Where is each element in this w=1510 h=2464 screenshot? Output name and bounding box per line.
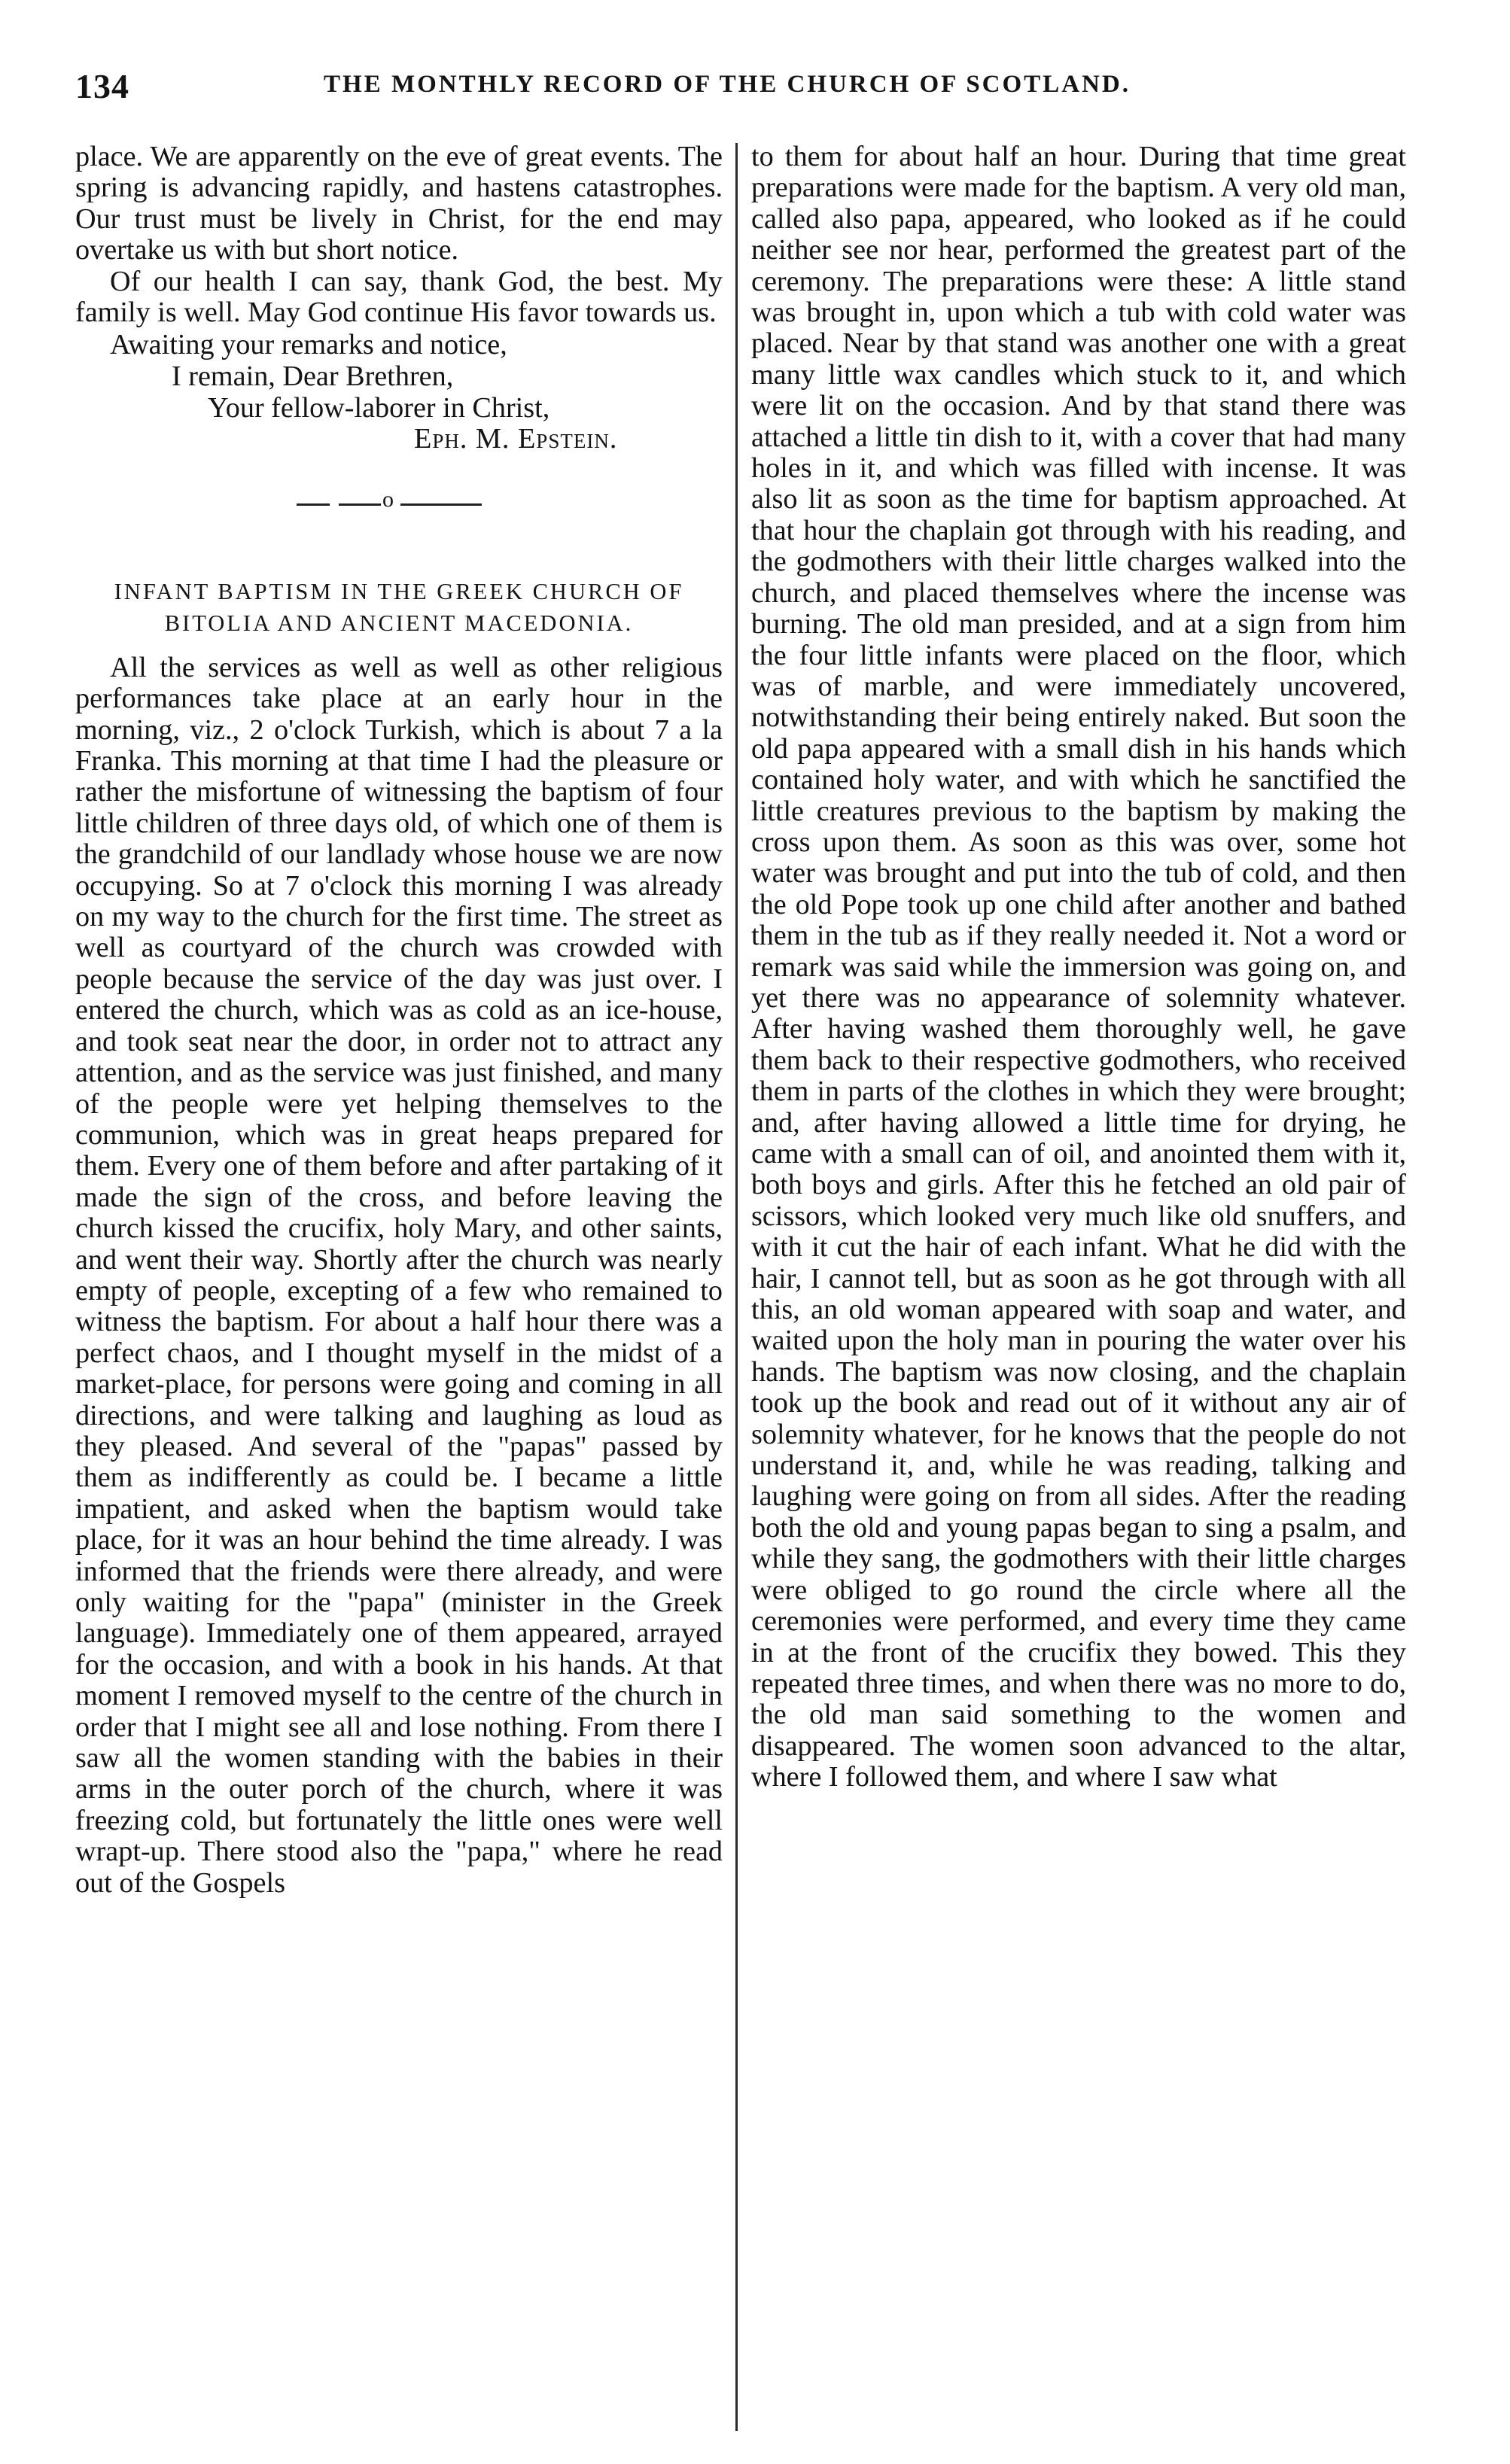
article-paragraph: to them for about half an hour. During that time great preparations were made for the baptism. A very old man, called also papa, appeared, who looked as if he could neither see nor hear, performed the greatest part of the ceremony. The preparations were these: A little stand was brought in, upon which a tub with cold water was placed. Near by that stand was another one with a great many little wax candles which stuck to it, and which were lit on the occasion. And by that stand there was attached a little tin dish to it, with a cover that had many holes in it, and which was filled with incense. It was also lit as soon as the time for baptism approached. At that hour the chaplain got through with his reading, and the godmothers with their little charges walked into the church, and placed themselves where the incense was burning. The old man presided, and at a sign from him the four little infants were placed on the floor, which was of marble, and were immediately uncovered, notwithstanding their being entirely naked. But soon the old papa appeared with a small dish in his hands which contained holy water, and with which he sanctified the little creatures previous to the baptism by making the cross upon them. As soon as this was over, some hot water was brought and put into the tub of cold, and then the old Pope took up one child after another and bathed them in the tub as if they really needed it. Not a word or remark was said while the immersion was going on, and yet there was no appearance of solemnity whatever. After having washed them thoroughly well, he gave them back to their respective godmothers, who received them in parts of the clothes in which they were brought; and, after having allowed a little time for drying, he came with a small can of oil, and anointed them with it, both boys and girls. After this he fetched an old pair of scissors, which looked very much like old snuffers, and with it cut the hair of each infant. What he did with the hair, I cannot tell, but as soon as he got through with all this, an old woman appeared with soap and water, and waited upon the holy man in pouring the water over his hands. The baptism was now closing, and the chaplain took up the book and read out of it without any air of solemnity whatever, for he knows that the people do not understand it, and, while he was reading, talking and laughing were going on from all sides. After the reading both the old and young papas began to sing a psalm, and while they sang, the godmothers with their little charges were obliged to go round the circle where all the ceremonies were performed, and every time they came in at the front of the crucifix they bowed. This they repeated three times, and when there was no more to do, the old man said something to the women and disappeared. The women soon advanced to the altar, where I followed them, and where I saw what [751,141,1406,1793]
left-column [75,141,723,1899]
divider-rule [339,503,381,506]
article-title-line: BITOLIA AND ANCIENT MACEDONIA. [164,610,634,636]
signature: Eph. M. Epstein. [414,423,618,455]
divider-rule [400,503,482,506]
article-title-line: INFANT BAPTISM IN THE GREEK CHURCH OF [114,578,684,604]
letter-closing [75,330,723,455]
running-head [75,66,1430,111]
page-number: 134 [75,67,129,105]
closing-line: Your fellow-laborer in Christ, [208,391,550,424]
article-title [75,576,723,639]
divider-rule [297,503,330,506]
letter-paragraph: place. We are apparently on the eve of great events. The spring is advancing rapidly, and hastens catastrophes. Our trust must be lively in Christ, for the end may overtake us with but short notice. [75,141,723,266]
letter-paragraph: Of our health I can say, thank God, the best. My family is well. May God continue His favor towards us. [75,265,723,329]
section-divider [75,455,723,546]
divider-mark: o [382,486,394,512]
right-column [751,141,1406,1793]
closing-line: I remain, Dear Brethren, [172,360,454,393]
closing-line: Awaiting your remarks and notice, [110,329,507,361]
column-rule [735,143,738,2431]
article-paragraph: All the services as well as well as other religious performances take place at an early hour in the morning, viz., 2 o'clock Turkish, which is about 7 a la Franka. This morning at that time I had the pleasure or rather the misfortune of witnessing the baptism of four little children of three days old, of which one of them is the grandchild of our landlady whose house we are now occupying. So at 7 o'clock this morning I was already on my way to the church for the first time. The street as well as courtyard of the church was crowded with people because the service of the day was just over. I entered the church, which was as cold as an ice-house, and took seat near the door, in order not to attract any attention, and as the service was just finished, and many of the people were yet helping themselves to the communion, which was in great heaps prepared for them. Every one of them before and after partaking of it made the sign of the cross, and before leaving the church kissed the crucifix, holy Mary, and other saints, and went their way. Shortly after the church was nearly empty of people, excepting of a few who remained to witness the baptism. For about a half hour there was a perfect chaos, and I thought myself in the midst of a market-place, for persons were going and coming in all directions, and were talking and laughing as loud as they pleased. And several of the "papas" passed by them as indifferently as could be. I became a little impatient, and asked when the baptism would take place, for it was an hour behind the time already. I was informed that the friends were there already, and were only waiting for the "papa" (minister in the Greek language). Immediately one of them appeared, arrayed for the occasion, and with a book in his hands. At that moment I removed myself to the centre of the church in order that I might see all and lose nothing. From there I saw all the women standing with the babies in their arms in the outer porch of the church, where it was freezing cold, but fortunately the little ones were well wrapt-up. There stood also the "papa," where he read out of the Gospels [75,651,723,1899]
journal-title: THE MONTHLY RECORD OF THE CHURCH OF SCOTLAND. [324,71,1131,98]
